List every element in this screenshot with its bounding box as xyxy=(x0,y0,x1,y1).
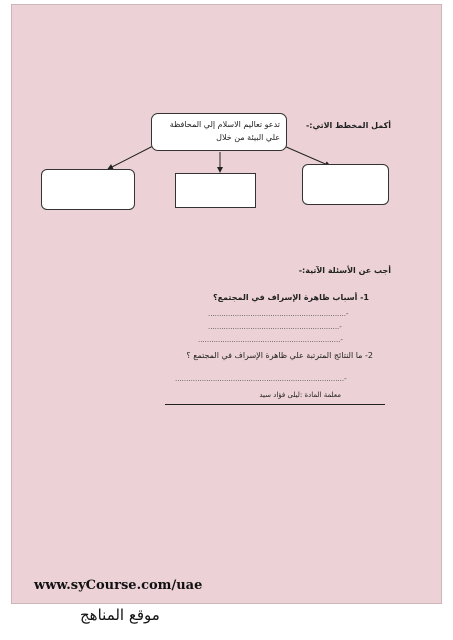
footer-site-name: موقع المناهج xyxy=(80,606,160,624)
question-2: 2- ما النتائج المترتبة علي ظاهرة الإسراف في المجتمع ؟ xyxy=(186,351,373,360)
question-1: 1- أسباب ظاهرة الإسراف في المجتمع؟ xyxy=(212,293,369,302)
teacher-name: معلمة المادة :ليلى فؤاد سيد xyxy=(259,391,341,399)
arrow-right xyxy=(284,146,330,166)
diagram-center-text: تدعو تعاليم الاسلام إلي المحافظة علي البيئة من خلال xyxy=(169,120,280,142)
answer-line-2[interactable]: ............................................................................- xyxy=(175,375,347,383)
footer-url[interactable]: www.syCourse.com/uae xyxy=(34,578,203,593)
diagram-center-box xyxy=(151,113,287,151)
questions-heading: أجب عن الأسئلة الآتية:- xyxy=(298,266,391,275)
arrow-left xyxy=(108,146,153,169)
answer-box-middle[interactable] xyxy=(175,173,256,208)
answer-box-left[interactable] xyxy=(41,169,135,210)
signature-line xyxy=(165,404,385,405)
answer-line-1a[interactable]: ..............................................................- xyxy=(208,310,349,318)
answer-line-1b[interactable]: ...........................................................- xyxy=(208,323,342,331)
diagram-heading: أكمل المخطط الاتي:- xyxy=(305,121,391,130)
answer-box-right[interactable] xyxy=(302,164,389,205)
answer-line-1c[interactable]: ................................................................- xyxy=(198,336,343,344)
